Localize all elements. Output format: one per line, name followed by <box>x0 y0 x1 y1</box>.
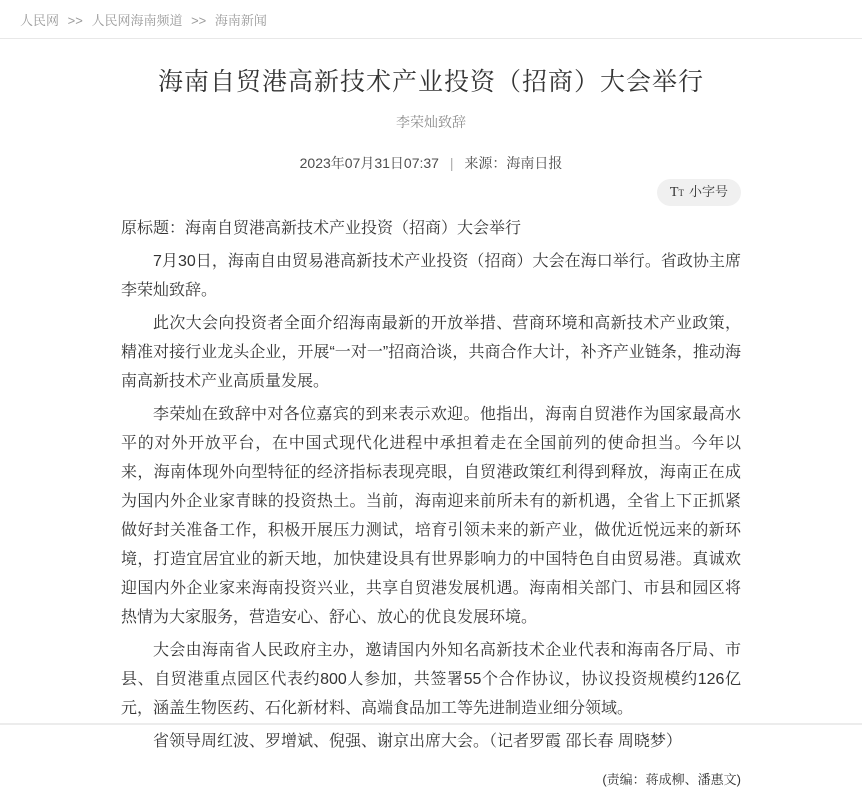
page-title: 海南自贸港高新技术产业投资（招商）大会举行 <box>157 68 704 96</box>
breadcrumb-separator: >> <box>67 13 83 28</box>
breadcrumb <box>0 0 862 39</box>
article-paragraph: 省领导周红波、罗增斌、倪强、谢京出席大会。（记者罗霞 邵长春 周晓梦） <box>153 733 682 750</box>
article-paragraph: 7月30日，海南自由贸易港高新技术产业投资（招商）大会在海口举行。省政协主席李荣灿致辞。 <box>121 253 741 299</box>
breadcrumb-separator: >> <box>191 13 207 28</box>
publish-date: 2023年07月31日07:37 <box>299 155 439 171</box>
font-size-button[interactable] <box>657 179 741 206</box>
article-paragraph: 此次大会向投资者全面介绍海南最新的开放举措、营商环境和高新技术产业政策，精准对接行业龙头企业，开展“一对一”招商洽谈，共商合作大计，补齐产业链条，推动海南高新技术产业高质量发展。 <box>121 315 741 390</box>
font-size-icon: TT <box>669 185 684 200</box>
article-toolbar <box>121 179 741 206</box>
article-subtitle: 李荣灿致辞 <box>396 114 466 130</box>
article-paragraph: 大会由海南省人民政府主办，邀请国内外知名高新技术企业代表和海南各厅局、市县、自贸港重点园区代表约800人参加，共签署55个合作协议，协议投资规模约126亿元，涵盖生物医药、石化新材料、高端食品加工等先进制造业细分领域。 <box>121 642 741 717</box>
breadcrumb-link-people-net[interactable]: 人民网 <box>20 13 60 28</box>
article-source: 来源：海南日报 <box>464 155 563 171</box>
breadcrumb-link-hainan-news[interactable]: 海南新闻 <box>214 13 267 28</box>
font-size-label: 小字号 <box>688 184 728 199</box>
meta-separator: | <box>449 155 454 171</box>
article-body <box>121 214 741 756</box>
article-container <box>121 66 741 788</box>
original-title-line: 原标题：海南自贸港高新技术产业投资（招商）大会举行 <box>121 220 522 237</box>
article-meta <box>121 153 741 173</box>
breadcrumb-link-hainan-channel[interactable]: 人民网海南频道 <box>91 13 183 28</box>
article-paragraph: 李荣灿在致辞中对各位嘉宾的到来表示欢迎。他指出，海南自贸港作为国家最高水平的对外开放平台，在中国式现代化进程中承担着走在全国前列的使命担当。今年以来，海南体现外向型特征的经济指标表现亮眼，自贸港政策红利得到释放，海南正在成为国内外企业家青睐的投资热土。当前，海南迎来前所未有的新机遇，全省上下正抓紧做好封关准备工作，积极开展压力测试，培育引领未来的新产业，做优近悦远来的新环境，打造宜居宜业的新天地，加快建设具有世界影响力的中国特色自由贸易港。真诚欢迎国内外企业家来海南投资兴业，共享自贸港发展机遇。海南相关部门、市县和园区将热情为大家服务，营造安心、舒心、放心的优良发展环境。 <box>121 406 741 626</box>
editors-line: (责编：蒋成柳、潘惠文) <box>602 772 741 787</box>
